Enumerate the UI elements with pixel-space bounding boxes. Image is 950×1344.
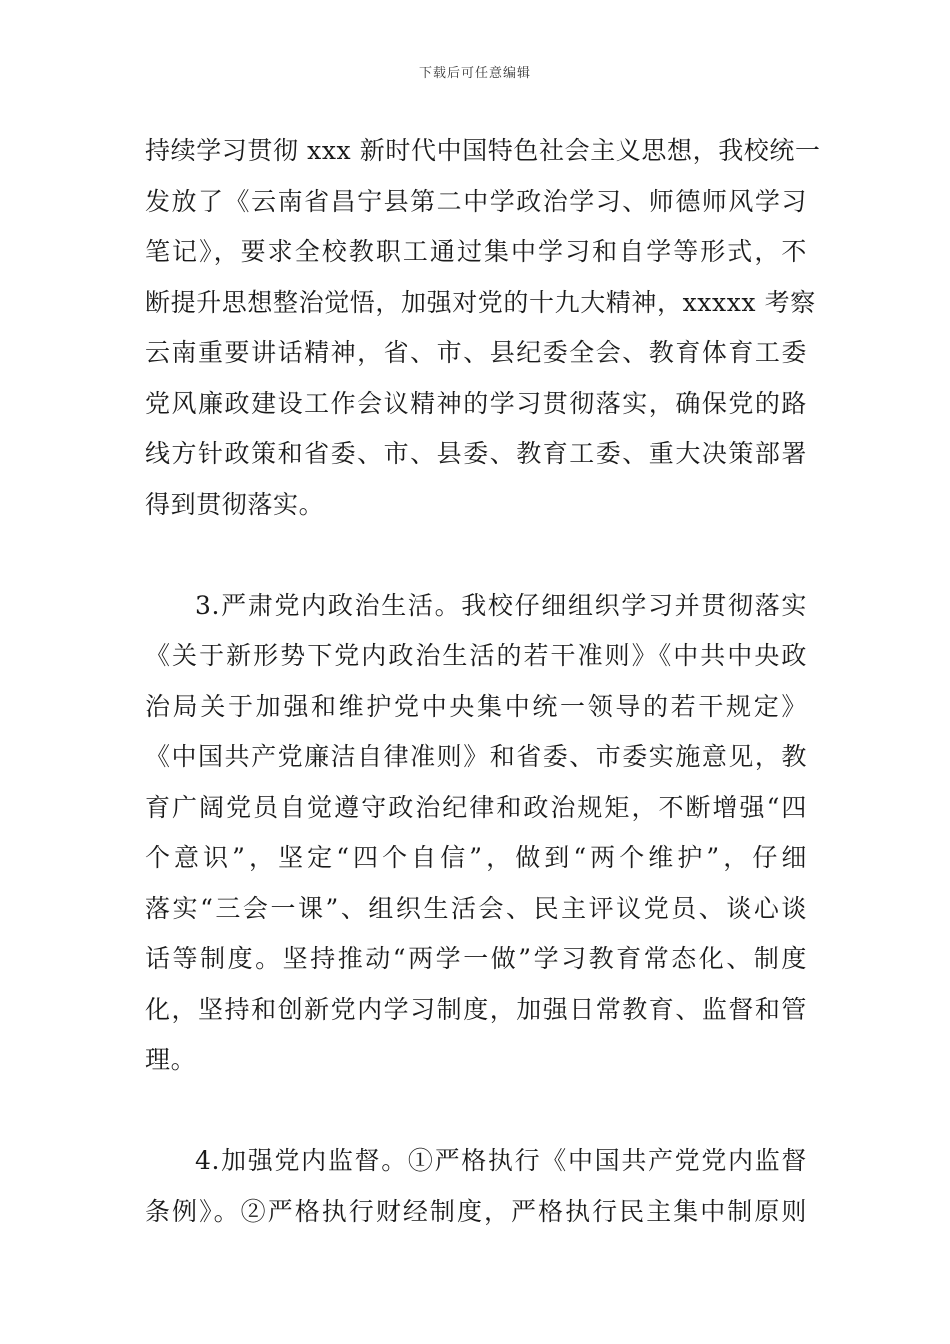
document-body bbox=[145, 126, 821, 1237]
text-line: 《关于新形势下党内政治生活的若干准则》《中共中央政 bbox=[145, 641, 807, 670]
paragraph-4 bbox=[145, 1136, 807, 1237]
text-line: 个意识”，坚定“四个自信”，做到“两个维护”，仔细 bbox=[145, 843, 807, 872]
paragraph-continuation bbox=[145, 126, 821, 530]
text-line: 4.加强党内监督。①严格执行《中国共产党党内监督 bbox=[195, 1146, 807, 1175]
text-line: 话等制度。坚持推动“两学一做”学习教育常态化、制度 bbox=[145, 944, 807, 973]
paragraph-gap bbox=[145, 530, 807, 581]
text-line: 笔记》，要求全校教职工通过集中学习和自学等形式，不 bbox=[145, 237, 807, 266]
text-line: 持续学习贯彻 xxx 新时代中国特色社会主义思想，我校统一 bbox=[145, 136, 821, 165]
text-line: 得到贯彻落实。 bbox=[145, 489, 325, 519]
text-line: 条例》。②严格执行财经制度，严格执行民主集中制原则 bbox=[145, 1196, 807, 1226]
text-line: 化，坚持和创新党内学习制度，加强日常教育、监督和管 bbox=[145, 994, 807, 1024]
page-header: 下载后可任意编辑 bbox=[418, 66, 531, 81]
text-line: 理。 bbox=[145, 1045, 197, 1074]
text-line: 线方针政策和省委、市、县委、教育工委、重大决策部署 bbox=[145, 439, 807, 468]
text-line: 《中国共产党廉洁自律准则》和省委、市委实施意见，教 bbox=[145, 742, 807, 771]
text-line: 云南重要讲话精神，省、市、县纪委全会、教育体育工委 bbox=[145, 338, 807, 367]
text-line: 落实“三会一课”、组织生活会、民主评议党员、谈心谈 bbox=[145, 893, 807, 923]
text-line: 发放了《云南省昌宁县第二中学政治学习、师德师风学习 bbox=[145, 186, 807, 216]
text-line: 党风廉政建设工作会议精神的学习贯彻落实，确保党的路 bbox=[145, 388, 807, 418]
text-line: 断提升思想整治觉悟，加强对党的十九大精神，xxxxx 考察 bbox=[145, 287, 816, 317]
text-line: 3.严肃党内政治生活。我校仔细组织学习并贯彻落实 bbox=[195, 590, 807, 620]
text-line: 育广阔党员自觉遵守政治纪律和政治规矩，不断增强“四 bbox=[145, 792, 807, 822]
paragraph-3 bbox=[145, 581, 807, 1086]
paragraph-gap bbox=[145, 1086, 807, 1137]
text-line: 治局关于加强和维护党中央集中统一领导的若干规定》 bbox=[145, 691, 807, 721]
